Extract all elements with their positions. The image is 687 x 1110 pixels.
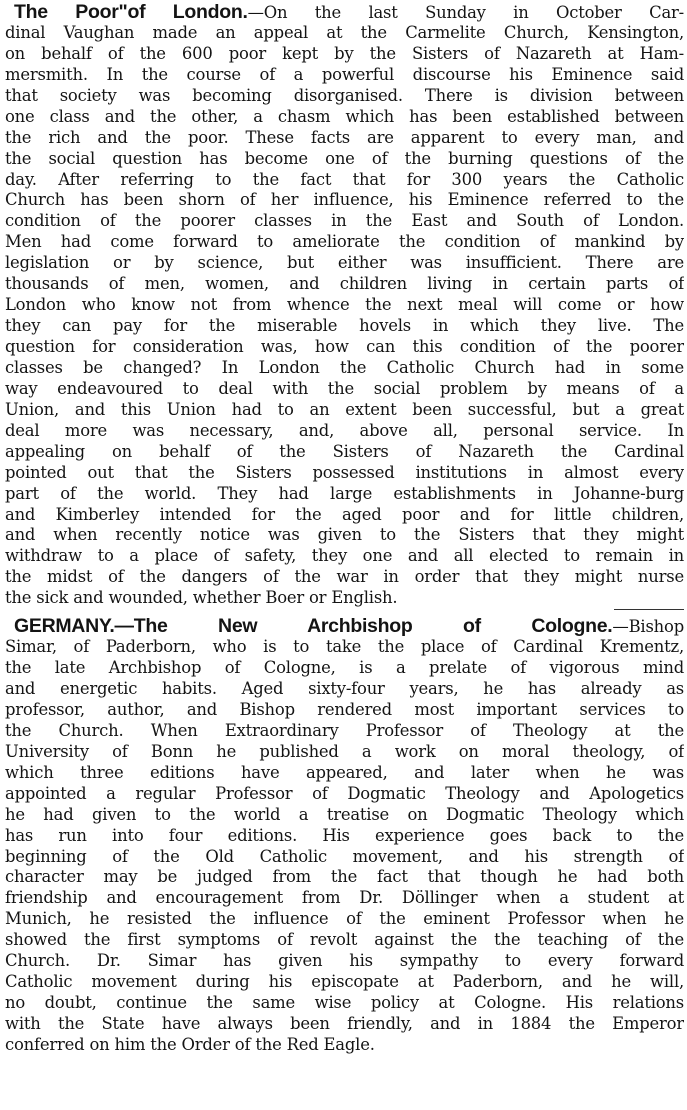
article-line: deal more was necessary, and, above all, personal service. In (5, 420, 684, 440)
article-line: no doubt, continue the same wise policy at Cologne. His relations (5, 993, 684, 1013)
article-line: the sick and wounded, whether Boer or English. (5, 588, 398, 608)
article-line: thousands of men, women, and children living in certain parts of (5, 274, 684, 294)
article-line: mersmith. In the course of a powerful discourse his Eminence said (5, 64, 684, 84)
article-line: appointed a regular Professor of Dogmatic Theology and Apologetics (5, 783, 684, 803)
article-line: friendship and encouragement from Dr. Döllinger when a student at (5, 888, 684, 908)
article-line: legislation or by science, but either was insufficient. There are (5, 253, 684, 273)
article-line: Church has been shorn of her influence, his Eminence referred to the (5, 190, 684, 210)
article-line: Munich, he resisted the influence of the eminent Professor when he (5, 909, 684, 929)
article-line: pointed out that the Sisters possessed institutions in almost every (5, 462, 684, 482)
article-line: dinal Vaughan made an appeal at the Carmelite Church, Kensington, (5, 22, 684, 42)
article-heading: GERMANY.—The New Archbishop of Cologne. (14, 616, 613, 638)
article-line: withdraw to a place of safety, they one and all elected to remain in (5, 546, 684, 566)
article-line: condition of the poorer classes in the East and South of London. (5, 211, 684, 231)
article-line: the social question has become one of the burning questions of the (5, 148, 684, 168)
column-divider (5, 609, 684, 610)
article-line: that society was becoming disorganised. There is division between (5, 85, 684, 105)
article-line: question for consideration was, how can this condition of the poorer (5, 337, 684, 356)
article-line: Union, and this Union had to an extent been successful, but a great (5, 399, 684, 419)
article-line: appealing on behalf of the Sisters of Nazareth the Cardinal (5, 441, 684, 461)
article-line: University of Bonn he published a work on moral theology, of (5, 741, 684, 761)
article-line: which three editions have appeared, and later when he was (5, 762, 684, 782)
article-line: character may be judged from the fact that though he had both (5, 867, 684, 887)
article-line: day. After referring to the fact that for 300 years the Catholic (5, 169, 684, 189)
article-line: classes be changed? In London the Catholic Church had in some (5, 357, 684, 377)
article-line: has run into four editions. His experience goes back to the (5, 825, 684, 845)
article-line: and Kimberley intended for the aged poor and for little children, (5, 504, 684, 524)
article-line: London who know not from whence the next meal will come or how (5, 295, 684, 315)
article-archbishop-of-cologne (5, 616, 684, 1056)
article-line: and energetic habits. Aged sixty-four years, he has already as (5, 679, 684, 698)
article-line: and when recently notice was given to the Sisters that they might (5, 525, 684, 545)
article-line: professor, author, and Bishop rendered most important services to (5, 699, 684, 719)
article-line: conferred on him the Order of the Red Eagle. (5, 1034, 375, 1054)
article-line: one class and the other, a chasm which has been established between (5, 106, 684, 126)
article-line: showed the first symptoms of revolt against the the teaching of the (5, 930, 684, 950)
article-poor-of-london (5, 2, 684, 609)
article-line: he had given to the world a treatise on Dogmatic Theology which (5, 804, 684, 824)
article-line: Catholic movement during his episcopate at Paderborn, and he will, (5, 972, 684, 992)
article-line: GERMANY.—The New Archbishop of Cologne.—Bishop (14, 616, 684, 638)
article-line: The Poor"of London.—On the last Sunday in October Car- (14, 2, 684, 23)
article-line: part of the world. They had large establishments in Johanne-burg (5, 483, 684, 503)
article-line: they can pay for the miserable hovels in which they live. The (5, 316, 684, 336)
article-heading: The Poor"of London. (14, 2, 248, 23)
article-line: beginning of the Old Catholic movement, and his strength of (5, 846, 684, 866)
article-line: the late Archbishop of Cologne, is a prelate of vigorous mind (5, 658, 684, 678)
article-line: on behalf of the 600 poor kept by the Sisters of Nazareth at Ham- (5, 43, 684, 63)
article-line: Simar, of Paderborn, who is to take the place of Cardinal Krementz, (5, 637, 684, 657)
article-line: way endeavoured to deal with the social problem by means of a (5, 378, 684, 398)
article-line: with the State have always been friendly, and in 1884 the Emperor (5, 1014, 684, 1033)
article-line: the rich and the poor. These facts are apparent to every man, and (5, 127, 684, 147)
article-line: Men had come forward to ameliorate the condition of mankind by (5, 232, 684, 252)
article-line: the midst of the dangers of the war in order that they might nurse (5, 567, 684, 587)
article-line: the Church. When Extraordinary Professor of Theology at the (5, 720, 684, 740)
article-line: Church. Dr. Simar has given his sympathy to every forward (5, 951, 684, 971)
